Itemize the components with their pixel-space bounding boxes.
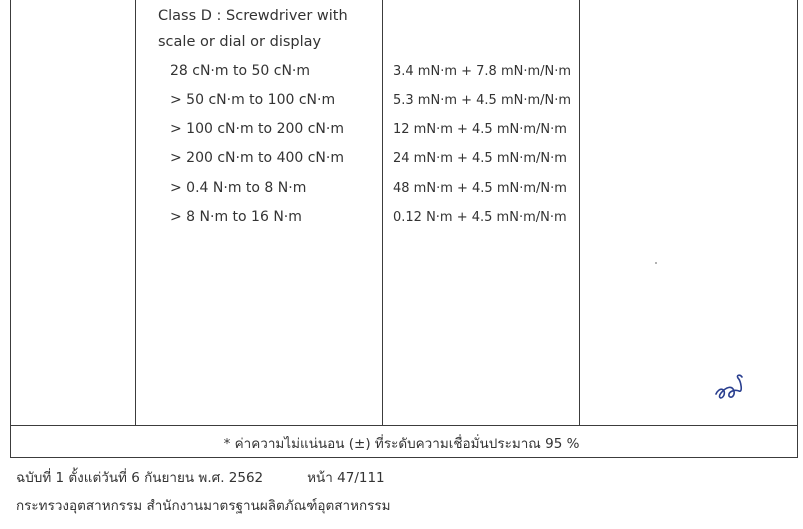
uncertainty-value: 3.4 mN·m + 7.8 mN·m/N·m xyxy=(393,64,572,79)
footer-organization: กระทรวงอุตสาหกรรม สำนักงานมาตรฐานผลิตภัณฑ์อุตสาหกรรม xyxy=(16,498,391,514)
page-number: หน้า 47/111 xyxy=(307,470,385,486)
table-bottom-border xyxy=(10,457,798,458)
table-left-border xyxy=(10,0,11,458)
torque-range: 28 cN·m to 50 cN·m xyxy=(170,63,310,79)
torque-range: > 50 cN·m to 100 cN·m xyxy=(170,92,336,108)
class-title-line1: Class D : Screwdriver with xyxy=(158,8,348,24)
column-divider-3 xyxy=(579,0,580,425)
table-right-border xyxy=(797,0,798,458)
torque-range: > 0.4 N·m to 8 N·m xyxy=(170,180,307,196)
scan-speck xyxy=(655,262,657,264)
class-title-line2: scale or dial or display xyxy=(158,34,322,50)
column-divider-2 xyxy=(382,0,383,425)
torque-range: > 8 N·m to 16 N·m xyxy=(170,209,302,225)
uncertainty-value: 5.3 mN·m + 4.5 mN·m/N·m xyxy=(393,93,572,108)
column-divider-1 xyxy=(135,0,136,425)
uncertainty-value: 48 mN·m + 4.5 mN·m/N·m xyxy=(393,181,567,196)
handwritten-initials xyxy=(712,367,752,407)
table-row-divider xyxy=(10,425,798,426)
edition-text: ฉบับที่ 1 ตั้งแต่วันที่ 6 กันยายน พ.ศ. 2562 xyxy=(16,470,264,486)
torque-range: > 200 cN·m to 400 cN·m xyxy=(170,150,344,166)
uncertainty-footnote: * ค่าความไม่แน่นอน (±) ที่ระดับความเชื่อมั่นประมาณ 95 % xyxy=(223,436,580,452)
uncertainty-value: 0.12 N·m + 4.5 mN·m/N·m xyxy=(393,210,567,225)
uncertainty-value: 12 mN·m + 4.5 mN·m/N·m xyxy=(393,122,567,137)
footer-edition-line xyxy=(16,466,385,488)
torque-range: > 100 cN·m to 200 cN·m xyxy=(170,121,344,137)
uncertainty-value: 24 mN·m + 4.5 mN·m/N·m xyxy=(393,151,567,166)
